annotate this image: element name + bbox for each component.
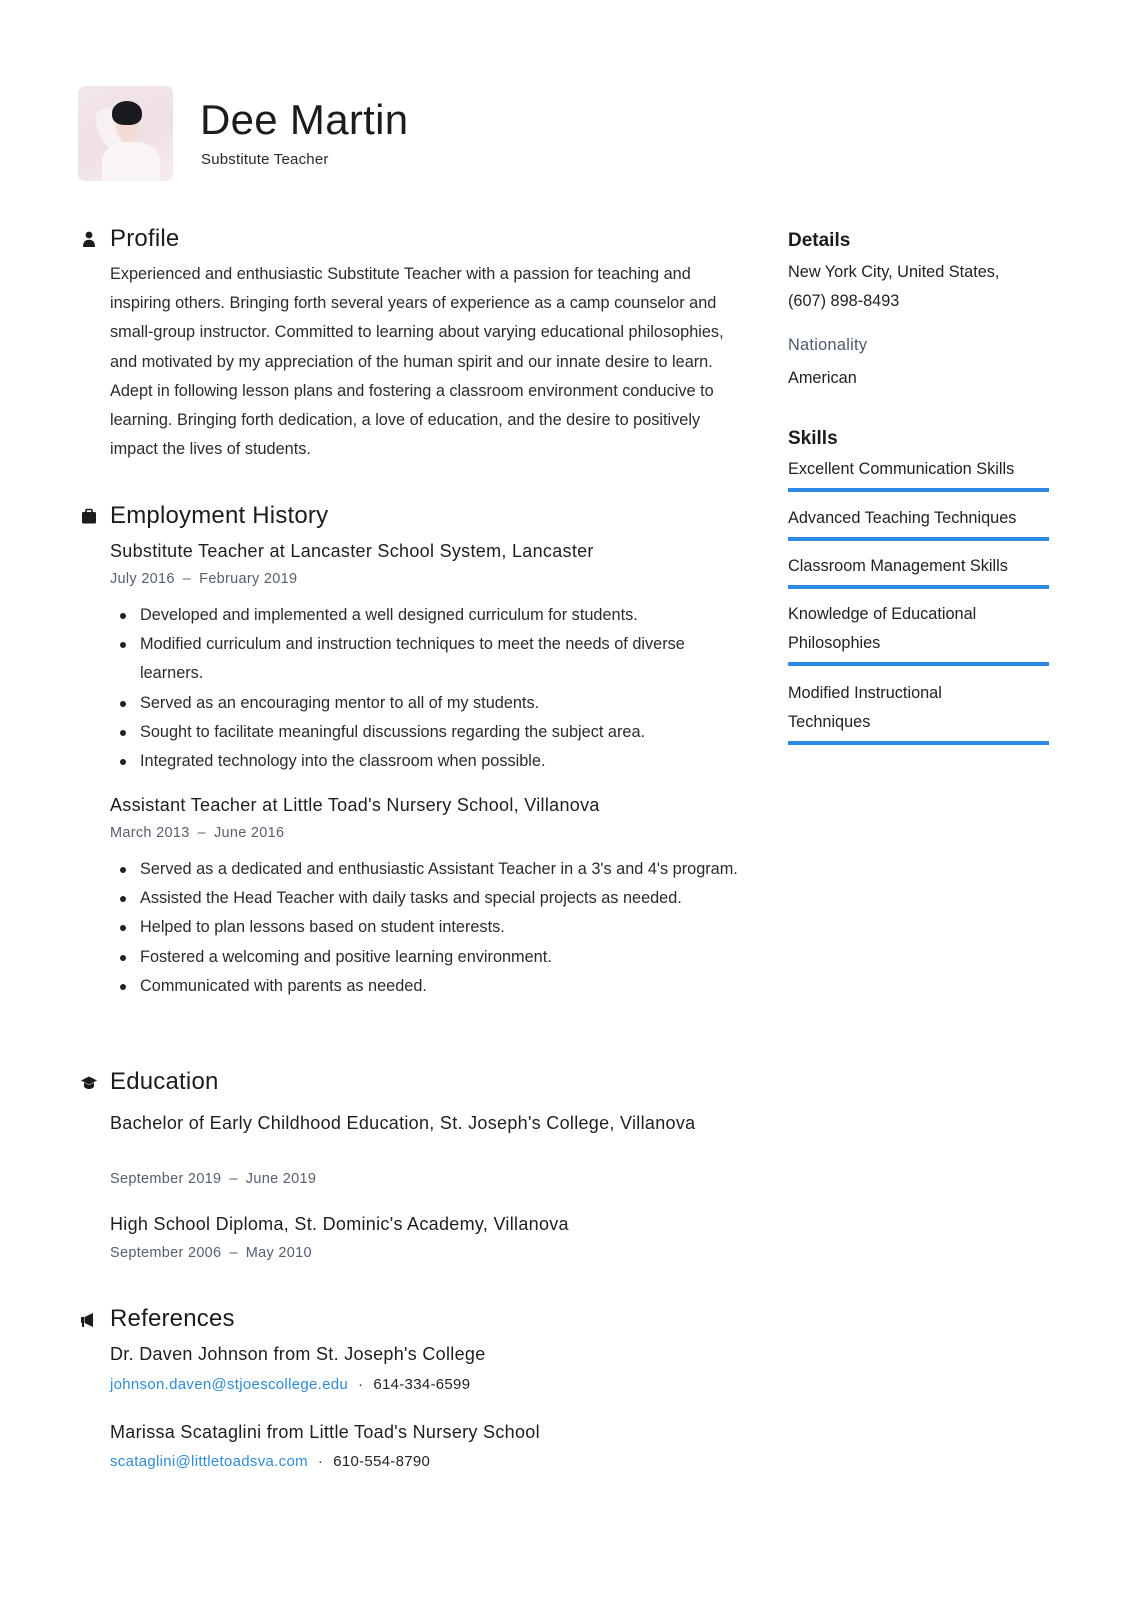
job-start-1: July 2016 bbox=[110, 571, 175, 587]
list-item: Communicated with parents as needed. bbox=[110, 972, 745, 1001]
job-start-2: March 2013 bbox=[110, 825, 190, 841]
skill-level-bar bbox=[788, 585, 1049, 589]
details-address: New York City, United States, bbox=[788, 263, 1000, 281]
reference-phone-2: 610-554-8790 bbox=[333, 1453, 431, 1470]
education-title-2: High School Diploma, St. Dominic's Academy, Villanova bbox=[110, 1214, 569, 1234]
skill-level-bar bbox=[788, 537, 1049, 541]
reference-phone-1: 614-334-6599 bbox=[373, 1376, 471, 1393]
education-end-1: June 2019 bbox=[245, 1171, 317, 1187]
skill-level-bar bbox=[788, 741, 1049, 745]
person-icon bbox=[80, 230, 98, 248]
list-item: Sought to facilitate meaningful discussions regarding the subject area. bbox=[110, 718, 745, 747]
job-end-2: June 2016 bbox=[213, 825, 285, 841]
list-item: Assisted the Head Teacher with daily tasks and special projects as needed. bbox=[110, 884, 745, 913]
nationality-label: Nationality bbox=[788, 336, 868, 354]
nationality-value: American bbox=[788, 369, 857, 387]
employment-heading: Employment History bbox=[110, 502, 329, 529]
skill-item bbox=[788, 455, 1049, 492]
reference-email-2[interactable]: scataglini@littletoadsva.com bbox=[110, 1453, 308, 1470]
education-heading: Education bbox=[110, 1068, 219, 1095]
date-dash: – bbox=[197, 825, 206, 841]
job-dates-1 bbox=[110, 571, 297, 587]
reference-contact-2 bbox=[110, 1453, 430, 1470]
list-item: Served as an encouraging mentor to all of my students. bbox=[110, 689, 745, 718]
date-dash: – bbox=[229, 1171, 238, 1187]
skill-level-bar bbox=[788, 488, 1049, 492]
contact-separator: · bbox=[317, 1453, 324, 1470]
skill-name: Modified Instructional Techniques bbox=[788, 684, 942, 731]
reference-name-1: Dr. Daven Johnson from St. Joseph's College bbox=[110, 1344, 486, 1364]
list-item: Modified curriculum and instruction techniques to meet the needs of diverse learners. bbox=[110, 630, 745, 688]
list-item: Served as a dedicated and enthusiastic Assistant Teacher in a 3's and 4's program. bbox=[110, 855, 745, 884]
list-item: Integrated technology into the classroom when possible. bbox=[110, 747, 745, 776]
skill-level-bar bbox=[788, 662, 1049, 666]
photo-hair bbox=[112, 101, 142, 125]
reference-name-2: Marissa Scataglini from Little Toad's Nursery School bbox=[110, 1422, 540, 1442]
skill-name: Advanced Teaching Techniques bbox=[788, 509, 1017, 527]
job-end-1: February 2019 bbox=[199, 571, 298, 587]
education-dates-1 bbox=[110, 1171, 316, 1187]
profile-photo bbox=[78, 86, 173, 181]
references-heading: References bbox=[110, 1305, 235, 1332]
job-bullets-1 bbox=[110, 601, 745, 776]
reference-contact-1 bbox=[110, 1376, 470, 1393]
skill-item bbox=[788, 504, 1049, 541]
profile-heading: Profile bbox=[110, 225, 180, 252]
skill-name: Classroom Management Skills bbox=[788, 557, 1008, 575]
education-dates-2 bbox=[110, 1245, 312, 1261]
job-title-2: Assistant Teacher at Little Toad's Nursery School, Villanova bbox=[110, 795, 600, 815]
list-item: Developed and implemented a well designed curriculum for students. bbox=[110, 601, 745, 630]
date-dash: – bbox=[229, 1245, 238, 1261]
job-bullets-2 bbox=[110, 855, 745, 1001]
reference-email-1[interactable]: johnson.daven@stjoescollege.edu bbox=[110, 1376, 349, 1393]
skill-item bbox=[788, 600, 1049, 666]
megaphone-icon bbox=[80, 1311, 98, 1329]
details-phone: (607) 898-8493 bbox=[788, 292, 900, 310]
skill-item bbox=[788, 552, 1049, 589]
skill-name: Knowledge of Educational Philosophies bbox=[788, 605, 977, 652]
date-dash: – bbox=[182, 571, 192, 587]
profile-summary: Experienced and enthusiastic Substitute Teacher with a passion for teaching and inspiring others. Bringing forth several years of experience as a camp counselor and small-group instructor. Committed to learning about varying educational philosophies, and motivated by my appreciation of the human spirit and our innate desire to learn. Adept in following lesson plans and fostering a classroom environment conducive to learning. Bringing forth dedication, a love of education, and the desire to positively impact the lives of students. bbox=[110, 265, 724, 459]
education-start-2: September 2006 bbox=[110, 1245, 222, 1261]
education-start-1: September 2019 bbox=[110, 1171, 222, 1187]
list-item: Helped to plan lessons based on student interests. bbox=[110, 913, 745, 942]
contact-separator: · bbox=[358, 1376, 364, 1393]
skill-name: Excellent Communication Skills bbox=[788, 460, 1015, 478]
list-item: Fostered a welcoming and positive learning environment. bbox=[110, 943, 745, 972]
briefcase-icon bbox=[80, 508, 98, 526]
education-title-1: Bachelor of Early Childhood Education, St. Joseph's College, Villanova bbox=[110, 1113, 696, 1133]
photo-body bbox=[102, 142, 160, 181]
skill-item bbox=[788, 679, 1049, 745]
graduation-cap-icon bbox=[80, 1074, 98, 1092]
candidate-job-title: Substitute Teacher bbox=[201, 151, 329, 168]
details-heading: Details bbox=[788, 230, 851, 251]
job-title-1: Substitute Teacher at Lancaster School System, Lancaster bbox=[110, 541, 594, 561]
skills-heading: Skills bbox=[788, 428, 838, 449]
job-dates-2 bbox=[110, 825, 284, 841]
education-end-2: May 2010 bbox=[245, 1245, 312, 1261]
candidate-name: Dee Martin bbox=[200, 96, 409, 143]
